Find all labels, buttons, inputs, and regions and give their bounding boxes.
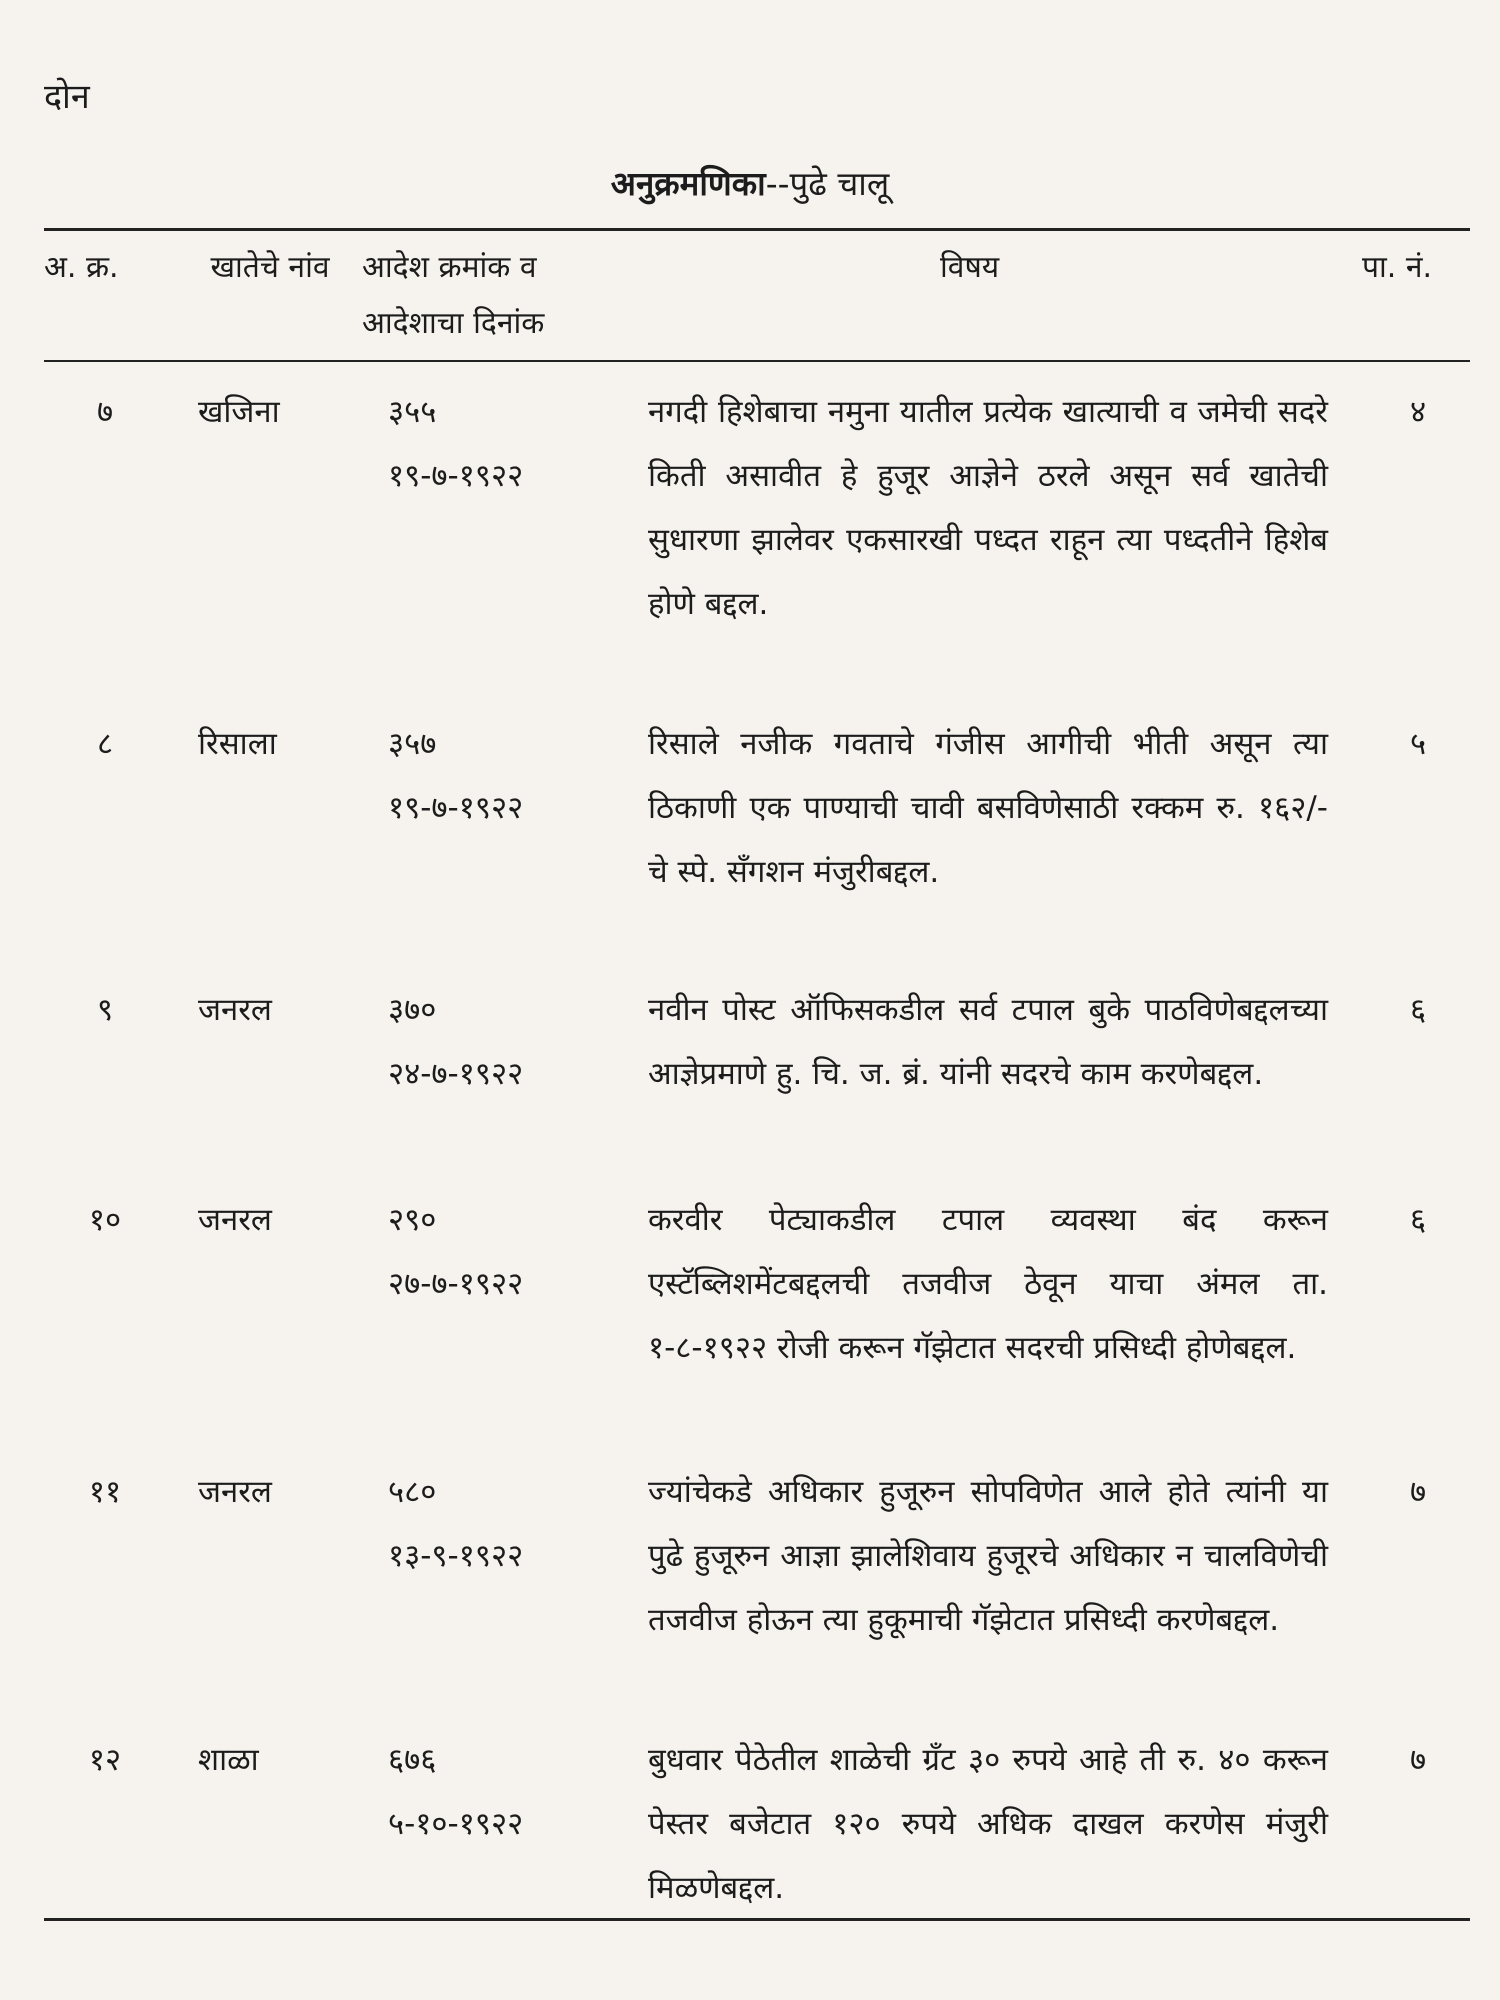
entry-serial: ९ [96, 992, 114, 1028]
entry-subject: नगदी हिशेबाचा नमुना यातील प्रत्येक खात्याची व जमेची सदरे किती असावीत हे हुजूर आज्ञेने ठरले असून सर्व खातेची सुधारणा झालेवर एकसारखी पध्दत राहून त्या पध्दतीने हिशेब होणे बद्दल. [648, 394, 1328, 622]
entry-department: शाळा [198, 1742, 259, 1778]
entry-order-number: ६७६ [388, 1742, 437, 1778]
entry-page: ७ [1410, 1474, 1427, 1510]
entry-order-date: १९-७-१९२२ [388, 458, 524, 494]
page-number: दोन [44, 77, 90, 117]
entry-department: जनरल [198, 1202, 272, 1238]
entry-page: ६ [1410, 1202, 1427, 1238]
entry-order-number: २९० [388, 1202, 437, 1238]
col-header-order: आदेश क्रमांक व आदेशाचा दिनांक [362, 250, 545, 341]
entry-order-number: ३७० [388, 992, 437, 1028]
col-header-page: पा. नं. [1362, 250, 1433, 285]
entry-department: खजिना [198, 394, 280, 430]
entry-subject: बुधवार पेठेतील शाळेची ग्रँट ३० रुपये आहे ती रु. ४० करून पेस्तर बजेटात १२० रुपये अधिक दाखल करणेस मंजुरी मिळणेबद्दल. [648, 1742, 1328, 1906]
header-rule [44, 360, 1470, 362]
entry-order-number: ३५५ [388, 394, 437, 430]
entry-subject: ज्यांचेकडे अधिकार हुजूरुन सोपविणेत आले होते त्यांनी या पुढे हुजूरुन आज्ञा झालेशिवाय हुजूरचे अधिकार न चालविणेची तजवीज होऊन त्या हुकूमाची गॅझेटात प्रसिध्दी करणेबद्दल. [648, 1474, 1328, 1638]
entry-page: ४ [1410, 394, 1427, 430]
col-header-department: खातेचे नांव [210, 250, 330, 285]
bottom-rule [44, 1918, 1470, 1921]
entry-department: रिसाला [198, 726, 277, 762]
entry-department: जनरल [198, 1474, 272, 1510]
title-suffix: --पुढे चालू [765, 164, 890, 203]
title-main: अनुक्रमणिका [610, 164, 766, 203]
entry-serial: १२ [88, 1742, 122, 1778]
entry-page: ७ [1410, 1742, 1427, 1778]
col-header-serial: अ. क्र. [44, 250, 119, 285]
entry-order-number: ५८० [388, 1474, 437, 1510]
top-rule [44, 228, 1470, 231]
entry-page: ५ [1410, 726, 1427, 762]
entry-order-date: २७-७-१९२२ [388, 1266, 524, 1302]
entry-page: ६ [1410, 992, 1427, 1028]
entry-department: जनरल [198, 992, 272, 1028]
page-title [0, 160, 1500, 205]
entry-serial: ७ [96, 394, 114, 430]
col-header-subject: विषय [940, 250, 1000, 285]
entry-order-date: ५-१०-१९२२ [388, 1806, 524, 1842]
entry-order-date: १३-९-१९२२ [388, 1538, 524, 1574]
entry-subject: रिसाले नजीक गवताचे गंजीस आगीची भीती असून त्या ठिकाणी एक पाण्याची चावी बसविणेसाठी रक्कम रु. १६२/- चे स्पे. सँगशन मंजुरीबद्दल. [648, 726, 1328, 890]
entry-serial: ८ [96, 726, 114, 762]
entry-subject: नवीन पोस्ट ऑफिसकडील सर्व टपाल बुके पाठविणेबद्दलच्या आज्ञेप्रमाणे हु. चि. ज. ब्रं. यांनी सदरचे काम करणेबद्दल. [648, 992, 1328, 1092]
entry-serial: १० [88, 1202, 122, 1238]
entry-order-date: २४-७-१९२२ [388, 1056, 524, 1092]
entry-order-number: ३५७ [388, 726, 437, 762]
entry-subject: करवीर पेट्याकडील टपाल व्यवस्था बंद करून एस्टॅब्लिशमेंटबद्दलची तजवीज ठेवून याचा अंमल ता. १-८-१९२२ रोजी करून गॅझेटात सदरची प्रसिध्दी होणेबद्दल. [648, 1202, 1328, 1366]
entry-serial: ११ [88, 1474, 122, 1510]
entry-order-date: १९-७-१९२२ [388, 790, 524, 826]
